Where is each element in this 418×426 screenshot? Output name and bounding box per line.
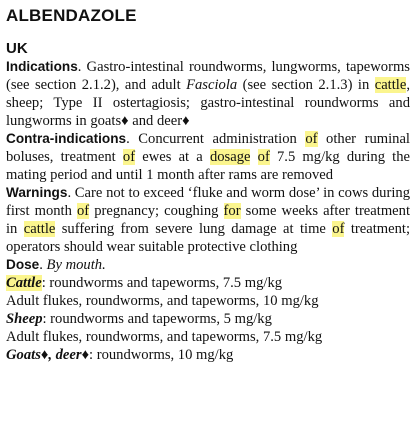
- diamond-icon: ♦: [81, 347, 90, 363]
- indications-paragraph: Indications. Gastro-intestinal roundworms, lungworms, tapeworms (see section 2.1.2), and adult Fasciola (see section 2.1.3) in cattle, sheep; Type II ostertagiosis; gastro-intestinal roundworms and lungworms in goats♦ and deer♦: [6, 59, 410, 129]
- warnings-paragraph: Warnings. Care not to exceed ‘fluke and worm dose’ in cows during first month of pregnancy; coughing for some weeks after treatment in cattle suffering from severe lung damage at time of treatment; operators should wear suitable protective clothing: [6, 185, 410, 255]
- dose-line: Dose. By mouth.: [6, 257, 106, 273]
- species-sheep: Sheep: [6, 311, 43, 327]
- highlight-of: of: [332, 221, 345, 237]
- dose-sheep-line: Sheep: roundworms and tapeworms, 5 mg/kg: [6, 311, 272, 327]
- warnings-heading: Warnings: [6, 185, 68, 200]
- highlight-for: for: [223, 203, 241, 219]
- dose-cattle-line: Cattle: roundworms and tapeworms, 7.5 mg/kg: [6, 275, 283, 291]
- drug-title: ALBENDAZOLE: [6, 6, 137, 25]
- highlight-cattle: cattle: [23, 221, 56, 237]
- dose-cattle-flukes-line: Adult flukes, roundworms, and tapeworms, 10 mg/kg: [6, 293, 319, 309]
- species-deer: deer: [55, 347, 82, 363]
- contra-indications-heading: Contra-indications: [6, 131, 127, 146]
- dose-goats-deer-line: Goats♦, deer♦: roundworms, 10 mg/kg: [6, 347, 234, 363]
- highlight-dosage: dosage: [209, 149, 251, 165]
- highlight-of: of: [305, 131, 318, 147]
- dose-heading: Dose: [6, 257, 40, 272]
- fasciola-term: Fasciola: [186, 77, 238, 93]
- highlight-of: of: [257, 149, 270, 165]
- dose-sheep-flukes-line: Adult flukes, roundworms, and tapeworms, 7.5 mg/kg: [6, 329, 323, 345]
- highlight-of: of: [122, 149, 136, 165]
- contra-indications-paragraph: Contra-indications. Concurrent administration of other ruminal boluses, treatment of ewes at a dosage of 7.5 mg/kg during the mating period and until 1 month after rams are removed: [6, 131, 410, 183]
- diamond-icon: ♦: [182, 113, 190, 129]
- diamond-icon: ♦: [40, 347, 49, 363]
- dose-route: By mouth.: [46, 257, 106, 273]
- diamond-icon: ♦: [121, 113, 129, 129]
- highlight-cattle: cattle: [374, 77, 407, 93]
- species-goats: Goats: [6, 347, 41, 363]
- highlight-of: of: [76, 203, 90, 219]
- indications-heading: Indications: [6, 59, 78, 74]
- species-cattle: Cattle: [6, 275, 42, 291]
- region-heading: UK: [6, 40, 28, 57]
